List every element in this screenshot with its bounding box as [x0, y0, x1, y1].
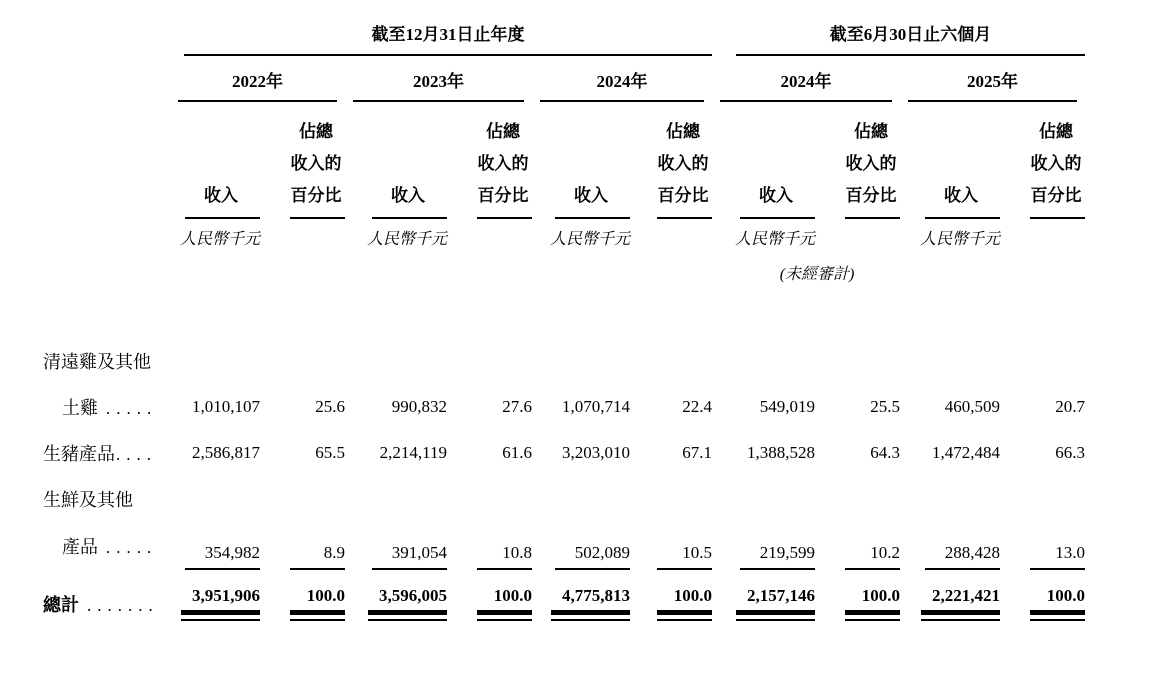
period-header-interim	[736, 20, 1085, 56]
period-header-interim-cell	[712, 20, 1085, 56]
pct-value: 27.6	[502, 397, 532, 416]
revenue-value: 354,982	[185, 543, 260, 570]
total-revenue-value: 3,951,906	[192, 586, 260, 605]
revenue-column-header: 收入	[204, 186, 238, 205]
currency-unit-label: 人民幣千元	[550, 231, 631, 248]
total-row	[0, 576, 1085, 625]
double-rule	[845, 610, 900, 621]
revenue-column-header-cell	[712, 102, 815, 219]
pct-value: 8.9	[290, 543, 345, 570]
double-rule	[551, 610, 630, 621]
pct-column-header-cell	[1000, 102, 1085, 219]
revenue-breakdown-table	[0, 20, 1085, 625]
double-rule	[736, 610, 815, 621]
pct-header-line2: 收入的	[845, 154, 897, 173]
row-label-total: 總計	[43, 594, 79, 615]
leader-dots: ....	[116, 445, 157, 464]
year-header-2025: 2025年	[908, 56, 1077, 102]
revenue-column-header: 收入	[944, 186, 979, 205]
total-pct-value: 100.0	[1046, 586, 1086, 605]
pct-header-line3: 百分比	[1030, 186, 1082, 205]
total-pct-value: 100.0	[861, 586, 901, 605]
pct-value: 64.3	[870, 443, 901, 462]
revenue-column-header-cell	[170, 102, 260, 219]
revenue-value: 1,472,484	[932, 443, 1001, 462]
currency-unit-label: 人民幣千元	[367, 231, 448, 248]
revenue-value: 1,388,528	[747, 443, 816, 462]
pct-value: 25.5	[870, 397, 901, 416]
unit-row	[0, 219, 1085, 250]
revenue-value: 3,203,010	[562, 443, 630, 462]
period-header-row	[0, 20, 1085, 56]
revenue-value: 460,509	[944, 397, 1001, 416]
revenue-column-header-cell	[900, 102, 1000, 219]
revenue-value: 990,832	[391, 397, 447, 416]
revenue-value: 219,599	[740, 543, 815, 570]
pct-value: 10.8	[477, 543, 532, 570]
double-rule	[921, 610, 1000, 621]
total-revenue-value: 2,157,146	[747, 586, 816, 605]
pct-value: 67.1	[682, 443, 713, 462]
total-pct-value: 100.0	[306, 586, 345, 605]
spacer-row	[0, 286, 1085, 338]
year-header-2024-interim: 2024年	[720, 56, 892, 102]
year-header-2024: 2024年	[540, 56, 704, 102]
leader-dots: .....	[106, 538, 158, 557]
revenue-value: 1,010,107	[192, 397, 260, 416]
period-header-annual-label: 截至12月31日止年度	[371, 25, 525, 44]
leader-dots: .....	[106, 399, 158, 418]
currency-unit-label: 人民幣千元	[920, 231, 1001, 248]
unaudited-note: (未經審計)	[779, 266, 855, 283]
pct-header-line3: 百分比	[477, 186, 529, 205]
pct-value: 66.3	[1055, 443, 1086, 462]
pct-value: 10.2	[845, 543, 900, 570]
currency-unit-label: 人民幣千元	[180, 231, 261, 248]
pct-value: 13.0	[1030, 543, 1085, 570]
currency-unit-label: 人民幣千元	[735, 231, 816, 248]
revenue-value: 549,019	[759, 397, 816, 416]
pct-header-line1: 佔總	[854, 122, 889, 141]
pct-header-line1: 佔總	[486, 122, 520, 141]
pct-header-line1: 佔總	[666, 122, 701, 141]
total-revenue-value: 3,596,005	[379, 586, 447, 605]
revenue-value: 288,428	[925, 543, 1000, 570]
total-revenue-value: 4,775,813	[562, 586, 630, 605]
pct-header-line2: 收入的	[477, 154, 529, 173]
revenue-value: 2,214,119	[379, 443, 447, 462]
revenue-column-header: 收入	[574, 186, 608, 205]
pct-header-line2: 收入的	[657, 154, 709, 173]
revenue-value: 1,070,714	[562, 397, 630, 416]
leader-dots: .......	[87, 595, 159, 615]
pct-column-header-cell	[447, 102, 532, 219]
pct-value: 25.6	[315, 397, 345, 416]
pct-header-line3: 百分比	[845, 186, 897, 205]
revenue-value: 391,054	[372, 543, 447, 570]
table-row	[0, 338, 1085, 384]
row-label-products: 產品	[62, 537, 98, 557]
pct-value: 61.6	[502, 443, 532, 462]
unaudited-row	[0, 250, 1085, 286]
year-header-row	[0, 56, 1085, 102]
pct-column-header-cell	[630, 102, 712, 219]
period-header-annual-cell	[170, 20, 712, 56]
pct-value: 22.4	[682, 397, 713, 416]
period-header-interim-label: 截至6月30日止六個月	[829, 25, 992, 44]
table-row	[0, 522, 1085, 576]
total-pct-value: 100.0	[673, 586, 713, 605]
row-label-qingyuan-chicken: 清遠雞及其他	[43, 352, 151, 372]
year-header-2023: 2023年	[353, 56, 524, 102]
pct-header-line1: 佔總	[299, 122, 333, 141]
table-row	[0, 384, 1085, 430]
pct-header-line1: 佔總	[1039, 122, 1074, 141]
period-header-annual	[184, 20, 712, 56]
row-label-fresh-others: 生鮮及其他	[43, 490, 133, 510]
revenue-value: 502,089	[555, 543, 630, 570]
total-revenue-value: 2,221,421	[932, 586, 1001, 605]
double-rule	[1030, 610, 1085, 621]
pct-header-line3: 百分比	[657, 186, 709, 205]
pct-value: 10.5	[657, 543, 712, 570]
double-rule	[181, 610, 260, 621]
double-rule	[477, 610, 532, 621]
table-row	[0, 430, 1085, 476]
double-rule	[290, 610, 345, 621]
pct-column-header-cell	[815, 102, 900, 219]
double-rule	[657, 610, 712, 621]
pct-header-line3: 百分比	[290, 186, 342, 205]
pct-header-line2: 收入的	[290, 154, 342, 173]
pct-column-header-cell	[260, 102, 345, 219]
revenue-column-header-cell	[532, 102, 630, 219]
table-row	[0, 476, 1085, 522]
revenue-column-header: 收入	[759, 186, 794, 205]
pct-header-line2: 收入的	[1030, 154, 1082, 173]
total-pct-value: 100.0	[493, 586, 532, 605]
row-label-native-chicken: 土雞	[62, 398, 98, 418]
row-label-pig-products: 生豬產品	[43, 444, 115, 464]
revenue-column-header: 收入	[391, 186, 425, 205]
year-header-2022: 2022年	[178, 56, 337, 102]
revenue-column-header-cell	[345, 102, 447, 219]
revenue-value: 2,586,817	[192, 443, 260, 462]
column-header-row	[0, 102, 1085, 219]
pct-value: 65.5	[315, 443, 345, 462]
double-rule	[368, 610, 447, 621]
pct-value: 20.7	[1055, 397, 1086, 416]
